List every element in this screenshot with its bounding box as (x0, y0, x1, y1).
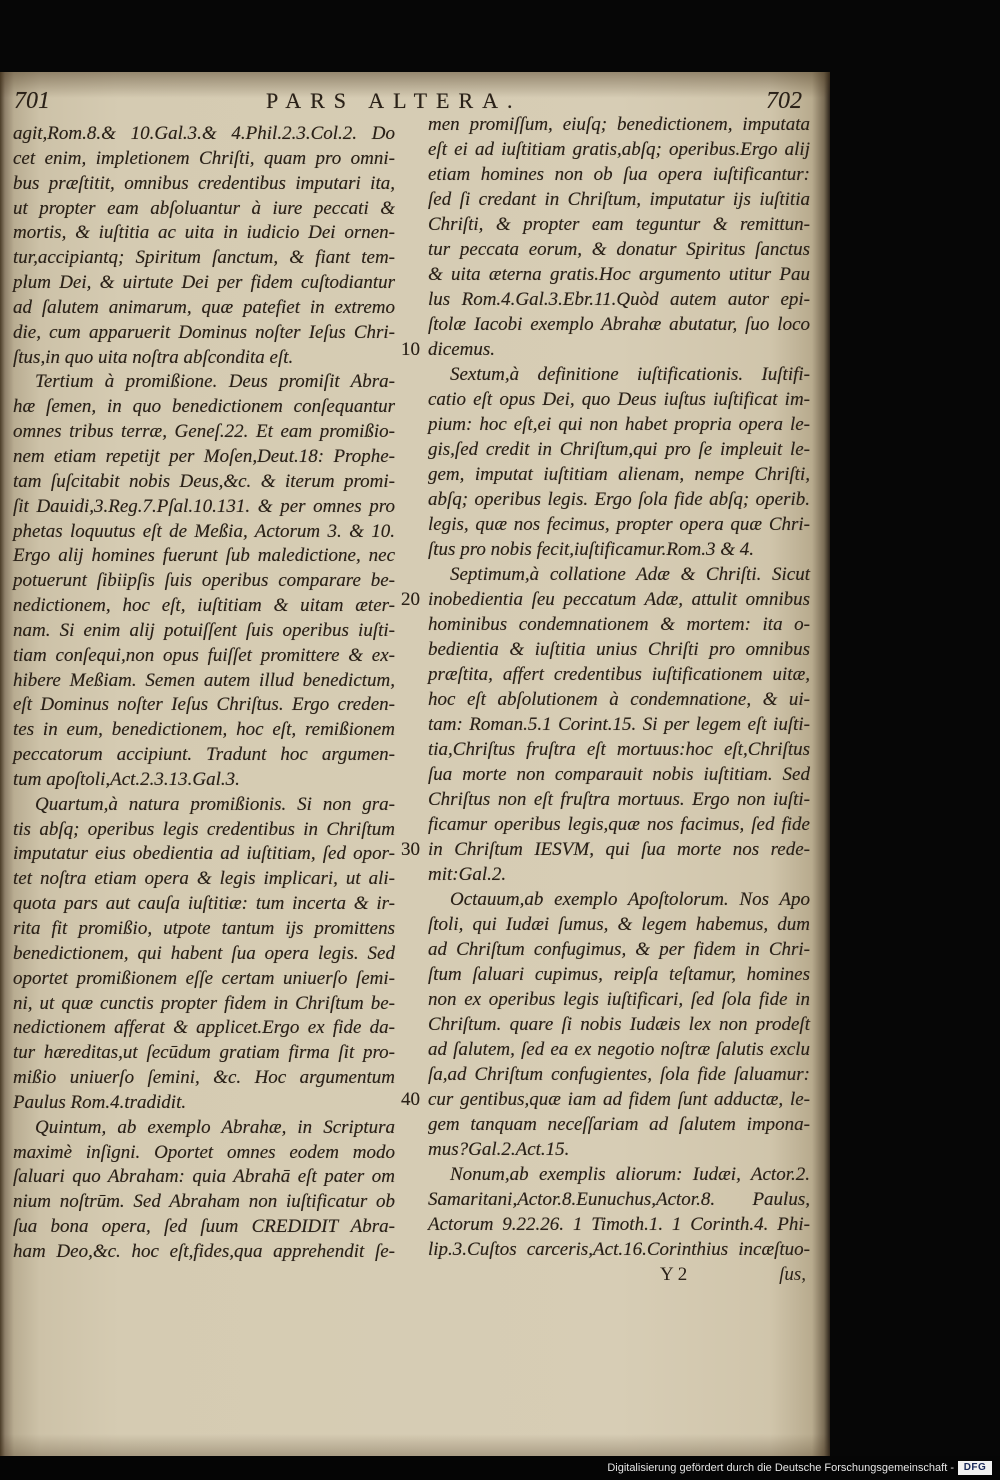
text-line: Chriſti, & propter eam teguntur & remittun- (428, 214, 810, 235)
page-number-left: 701 (14, 88, 50, 114)
text-line: ad ſalutem animarum, quæ patefiet in extremo (13, 296, 395, 318)
text-line: tet noſtra etiam opera & legis implicari, ut ali- (13, 868, 395, 890)
text-line: mortis, & iuſtitia ac uita in iudicio Dei ornen- (13, 222, 395, 244)
text-line: cet enim, impletionem Chriſti, quam pro omni- (13, 147, 395, 169)
text-line: Octauum,ab exemplo Apoſtolorum. Nos Apo (450, 889, 810, 910)
text-line: eſt Dominus noſter Ieſus Chriſtus. Ergo creden- (13, 694, 395, 716)
text-line: inobedientia ſeu peccatum Adæ, attulit omnibus (428, 589, 810, 610)
margin-line-number: 30 (401, 839, 420, 860)
text-line: ad Chriſtum confugimus, & per fidem in Chri- (428, 939, 810, 960)
paragraph (13, 370, 395, 792)
text-line: Actorum 9.22.26. 1 Timoth.1. 1 Corinth.4. Phi- (428, 1214, 810, 1235)
text-line: Tertium à promißione. Deus promiſit Abra- (35, 371, 395, 393)
dfg-logo: DFG (958, 1461, 992, 1475)
text-line: ni, ut quæ cunctis propter fidem in Chriſtum be- (13, 992, 395, 1014)
text-line: tam ſuſcitabit nobis Deus,&c. & iterum promi- (13, 470, 395, 492)
text-line: omnes tribus terræ, Geneſ.22. Et eam promißio- (13, 421, 395, 443)
text-line: nium noſtrūm. Sed Abraham non iuſtificatur ob (13, 1191, 395, 1213)
text-line: ſtus,in quo uita noſtra abſcondita eſt. (13, 346, 294, 368)
text-line: hominibus condemnationem & mortem: ita o- (428, 614, 810, 635)
text-line: tur,accipiantq; Spiritum ſanctum, & fiant tem- (13, 247, 395, 269)
text-line: tam: Roman.5.1 Corint.15. Si per legem eſt iuſti- (428, 714, 810, 735)
digitization-footer (0, 1456, 1000, 1480)
text-line: Quintum, ab exemplo Abrahæ, in Scriptura (35, 1116, 395, 1138)
text-line: peccatorum accipiunt. Tradunt hoc argumen- (13, 744, 395, 766)
paragraph (13, 793, 395, 1116)
text-line: eſt ei ad iuſtitiam gratis,abſq; operibus.Ergo alij (428, 139, 810, 160)
text-line: ficamur operibus legis,quæ nos facimus, ſed fide (428, 814, 810, 835)
text-line: Septimum,à collatione Adæ & Chriſti. Sicut (450, 564, 810, 585)
text-line: imputatur eius obedientia ad iuſtitiam, ſed opor- (13, 843, 395, 865)
margin-line-number: 40 (401, 1089, 420, 1110)
text-line: gem, imputat iuſtitiam alienam, nempe Chriſti, (428, 464, 810, 485)
catchword: ſus, (779, 1264, 806, 1285)
left-column (13, 122, 395, 1265)
signature-mark: Y 2 (660, 1264, 688, 1285)
text-line: Chriſtus non eſt fruſtra mortuus. Ergo non iuſti- (428, 789, 810, 810)
text-line: Sextum,à definitione iuſtificationis. Iuſtifi- (450, 364, 810, 385)
text-line: tes in eum, benedictionem, hoc eſt, remißionem (13, 719, 395, 741)
footer-credit: Digitalisierung gefördert durch die Deutsche Forschungsgemeinschaft - (607, 1462, 954, 1474)
text-line: mit:Gal.2. (428, 864, 507, 885)
text-line: quota pars aut cauſa iuſtitiæ: tum incerta & ir- (13, 893, 395, 915)
text-line: hibere Meßiam. Semen autem illud benedictum, (13, 669, 395, 691)
text-line: ſa,ad Chriſtum confugientes, ſola fide ſaluamur: (428, 1064, 810, 1085)
paragraph (13, 1116, 395, 1265)
text-line: ſua morte non comparauit nobis iuſtitiam. Sed (428, 764, 810, 785)
text-line: tur hæreditas,ut ſecūdum gratiam firma ſit pro- (13, 1042, 395, 1064)
text-line: maximè inſigni. Oportet omnes eodem modo (13, 1141, 395, 1163)
text-line: plum Dei, & uirtute Dei per fidem cuſtodiantur (13, 272, 395, 294)
text-line: & uita æterna gratis.Hoc argumento utitur Pau (428, 264, 810, 285)
text-line: ſed ſi credant in Chriſtum, imputatur ijs iuſtitia (428, 189, 810, 210)
text-line: legis, quæ nos fecimus, propter opera quæ Chri- (428, 514, 810, 535)
text-line: ſtoli, qui Iudæi ſumus, & legem habemus, dum (428, 914, 810, 935)
text-line: etiam homines non ob ſua opera iuſtificantur: (428, 164, 810, 185)
margin-line-number: 10 (401, 339, 420, 360)
paragraph (428, 562, 810, 887)
text-line: tia,Chriſtus fruſtra eſt mortuus:hoc eſt,Chriſtus (428, 739, 810, 760)
text-line: ut propter eam abſoluantur à iure peccati & (13, 197, 395, 219)
text-line: nem etiam repetijt per Moſen,Deut.18: Prophe- (13, 445, 395, 467)
text-line: tur peccata eorum, & donatur Spiritus ſanctus (428, 239, 810, 260)
text-line: Chriſtum. quare ſi nobis Iudæis lex non prodeſt (428, 1014, 810, 1035)
text-line: tiam conſequi,non opus fuiſſet promittere & ex- (13, 644, 395, 666)
text-line: ſit Dauidi,3.Reg.7.Pſal.10.131. & per omnes pro (13, 495, 395, 517)
text-line: bus præſtitit, omnibus credentibus imputari ita, (13, 172, 395, 194)
page-number-right: 702 (766, 88, 802, 114)
text-line: ſtolæ Iacobi exemplo Abrahæ abutatur, ſuo loco (428, 314, 810, 335)
paragraph (428, 887, 810, 1162)
paragraph (428, 362, 810, 562)
text-line: nedictionem, hoc eſt, iuſtitiam & uitam æter- (13, 595, 395, 617)
text-line: hæ ſemen, in quo benedictionem conſequantur (13, 396, 395, 418)
right-column (428, 112, 810, 1262)
text-line: dicemus. (428, 339, 496, 360)
text-line: mißio uniuerſo ſemini, &c. Hoc argumentum (13, 1067, 395, 1089)
text-line: ſtum ſaluari cupimus, reipſa teſtamur, homines (428, 964, 810, 985)
text-line: oportet promißionem eſſe certam uniuerſo ſemi- (13, 967, 395, 989)
text-line: ſtus pro nobis fecit,iuſtificamur.Rom.3 & 4. (428, 539, 754, 560)
text-line: catio eſt opus Dei, quo Deus iuſtus iuſtificat im- (428, 389, 810, 410)
text-line: bedientia & iuſtitia unius Chriſti pro omnibus (428, 639, 810, 660)
paragraph (428, 1162, 810, 1262)
text-line: ſaluari quo Abraham: quia Abrahā eſt pater om (13, 1166, 395, 1188)
text-line: men promiſſum, eiuſq; benedictionem, imputata (428, 114, 810, 135)
text-line: agit,Rom.8.& 10.Gal.3.& 4.Phil.2.3.Col.2. Do (13, 123, 395, 144)
text-line: in Chriſtum IESVM, qui ſua morte nos rede- (428, 839, 810, 860)
text-line: ham Deo,&c. hoc eſt,fides,qua apprehendit ſe- (13, 1240, 395, 1262)
text-line: mus?Gal.2.Act.15. (428, 1139, 570, 1160)
paragraph (428, 112, 810, 362)
text-line: præſtita, affert credentibus iuſtificationem uitæ, (428, 664, 810, 685)
text-line: non ex operibus legis iuſtificari, ſed ſola fide in (428, 989, 810, 1010)
paragraph (13, 122, 395, 370)
text-line: lip.3.Cuſtos carceris,Act.16.Corinthius incæſtuo- (428, 1239, 810, 1260)
text-line: abſq; operibus legis. Ergo ſola fide abſq; operib. (428, 489, 810, 510)
margin-line-number: 20 (401, 589, 420, 610)
text-line: lus Rom.4.Gal.3.Ebr.11.Quòd autem autor epi- (428, 289, 810, 310)
running-title: PARS ALTERA. (266, 88, 522, 113)
text-line: ad ſalutem, ſed ea ex negotio noſtræ ſalutis exclu (428, 1039, 810, 1060)
text-line: Quartum,à natura promißionis. Si non gra- (35, 793, 395, 815)
text-line: die, cum apparuerit Dominus noſter Ieſus Chri- (13, 321, 395, 343)
book-page (0, 72, 830, 1456)
text-line: pium: hoc eſt,ei qui non habet propria opera le- (428, 414, 810, 435)
text-line: phetas loquutus eſt de Meßia, Actorum 3. & 10. (13, 520, 395, 542)
catchword-line (428, 1262, 810, 1287)
text-line: rita fit promißio, utpote tantum ijs promittens (13, 918, 395, 939)
text-line: Paulus Rom.4.tradidit. (13, 1091, 187, 1113)
text-line: Ergo alij homines fuerunt ſub maledictione, nec (13, 545, 395, 567)
text-line: potuerunt ſibiipſis ſuis operibus comparare be- (13, 570, 395, 592)
text-line: nam. Si enim alij potuiſſent ſuis operibus iuſti- (13, 619, 395, 641)
text-line: benedictionem, qui habent ſua opera legis. Sed (13, 942, 395, 964)
text-line: hoc eſt abſolutionem à condemnatione, & ui- (428, 689, 810, 710)
text-line: tum apoſtoli,Act.2.3.13.Gal.3. (13, 768, 240, 790)
text-line: Samaritani,Actor.8.Eunuchus,Actor.8. Paulus, (428, 1189, 810, 1210)
text-line: tis abſq; operibus legis credentibus in Chriſtum (13, 818, 395, 840)
text-line: nedictionem afferat & applicet.Ergo ex fide da- (13, 1017, 395, 1039)
text-line: gem tanquam neceſſariam ad ſalutem impona- (428, 1114, 810, 1135)
text-line: cur gentibus,quæ iam ad fidem ſunt adductæ, le- (428, 1089, 810, 1110)
text-line: ſua bona opera, ſed ſuum CREDIDIT Abra- (13, 1216, 395, 1238)
text-line: gis,ſed credit in Chriſtum,qui pro ſe impleuit le- (428, 439, 810, 460)
text-line: Nonum,ab exemplis aliorum: Iudæi, Actor.2. (450, 1164, 810, 1185)
